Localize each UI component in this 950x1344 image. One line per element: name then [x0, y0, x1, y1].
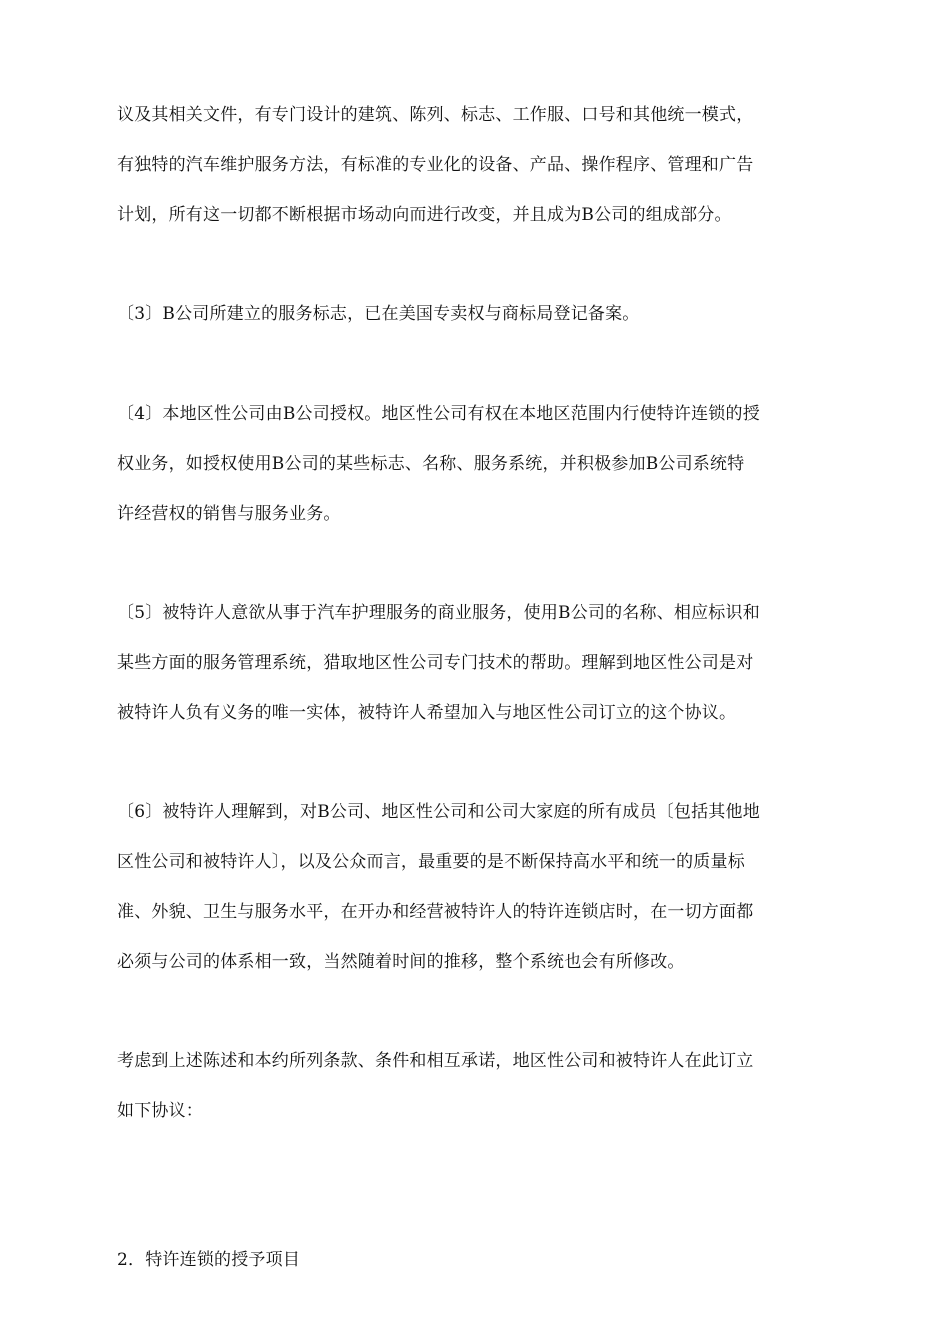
- paragraph-6-line-2: 如下协议：: [117, 1101, 203, 1121]
- paragraph-2-line-1: 〔3〕B公司所建立的服务标志，已在美国专卖权与商标局登记备案。: [117, 304, 640, 324]
- paragraph-3-line-3: 许经营权的销售与服务业务。: [117, 504, 341, 524]
- paragraph-5-line-4: 必须与公司的体系相一致，当然随着时间的推移，整个系统也会有所修改。: [117, 952, 685, 972]
- paragraph-5-line-1: 〔6〕被特许人理解到，对B公司、地区性公司和公司大家庭的所有成员〔包括其他地: [117, 802, 760, 822]
- paragraph-6-line-1: 考虑到上述陈述和本约所列条款、条件和相互承诺，地区性公司和被特许人在此订立: [117, 1051, 754, 1071]
- paragraph-1-line-3: 计划，所有这一切都不断根据市场动向而进行改变，并且成为B公司的组成部分。: [117, 205, 732, 225]
- paragraph-4-line-2: 某些方面的服务管理系统，猎取地区性公司专门技术的帮助。理解到地区性公司是对: [117, 653, 754, 673]
- paragraph-3-line-2: 权业务，如授权使用B公司的某些标志、名称、服务系统，并积极参加B公司系统特: [117, 454, 745, 474]
- paragraph-4-line-1: 〔5〕被特许人意欲从事于汽车护理服务的商业服务，使用B公司的名称、相应标识和: [117, 603, 760, 623]
- paragraph-4-line-3: 被特许人负有义务的唯一实体，被特许人希望加入与地区性公司订立的这个协议。: [117, 703, 737, 723]
- paragraph-3-line-1: 〔4〕本地区性公司由B公司授权。地区性公司有权在本地区范围内行使特许连锁的授: [117, 404, 760, 424]
- paragraph-5-line-3: 准、外貌、卫生与服务水平，在开办和经营被特许人的特许连锁店时，在一切方面都: [117, 902, 754, 922]
- section-heading: 2．特许连锁的授予项目: [117, 1250, 301, 1270]
- paragraph-5-line-2: 区性公司和被特许人〕，以及公众而言，最重要的是不断保持高水平和统一的质量标: [117, 852, 745, 872]
- paragraph-1-line-2: 有独特的汽车维护服务方法，有标准的专业化的设备、产品、操作程序、管理和广告: [117, 155, 754, 175]
- paragraph-1-line-1: 议及其相关文件，有专门设计的建筑、陈列、标志、工作服、口号和其他统一模式，: [117, 105, 754, 125]
